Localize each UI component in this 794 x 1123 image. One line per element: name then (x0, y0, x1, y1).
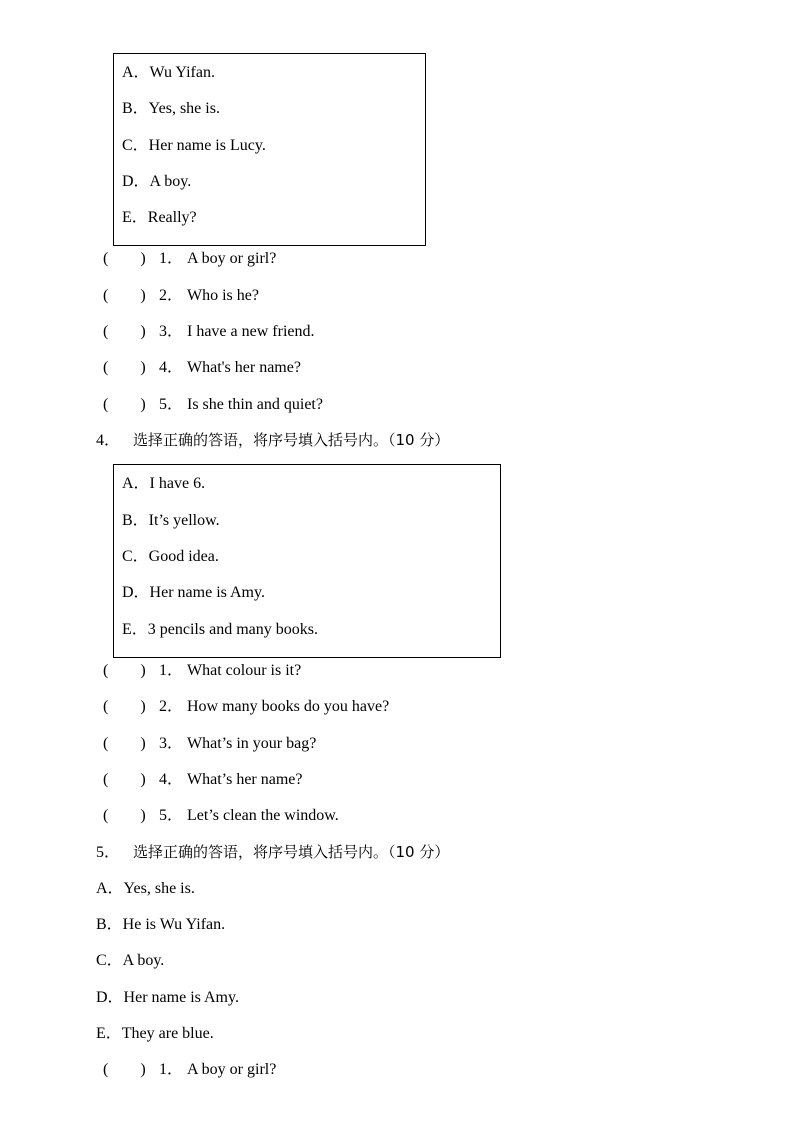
section4-question-2: ( ) 2． How many books do you have? (103, 698, 390, 715)
answer-blank[interactable]: ( ) (103, 287, 146, 304)
section5-heading: 5． 选择正确的答语，将序号填入括号内。（10 分） (96, 843, 450, 861)
section3-question-2: ( ) 2． Who is he? (103, 287, 259, 304)
option-d: D．A boy. (122, 173, 192, 190)
section4-options-box (113, 464, 501, 658)
section4-question-5: ( ) 5． Let’s clean the window. (103, 807, 339, 824)
section3-options-box (113, 53, 426, 246)
answer-blank[interactable]: ( ) (103, 1061, 146, 1078)
answer-blank[interactable]: ( ) (103, 771, 146, 788)
answer-blank[interactable]: ( ) (103, 807, 146, 824)
section4-heading: 4． 选择正确的答语，将序号填入括号内。（10 分） (96, 431, 450, 449)
section4-question-4: ( ) 4． What’s her name? (103, 771, 303, 788)
option-a: A．I have 6. (122, 475, 206, 492)
answer-blank[interactable]: ( ) (103, 359, 146, 376)
section5-question-1: ( ) 1． A boy or girl? (103, 1061, 277, 1078)
answer-blank[interactable]: ( ) (103, 396, 146, 413)
section5-option-e: E．They are blue. (96, 1025, 214, 1042)
option-b: B．Yes, she is. (122, 100, 220, 117)
answer-blank[interactable]: ( ) (103, 662, 146, 679)
answer-blank[interactable]: ( ) (103, 323, 146, 340)
answer-blank[interactable]: ( ) (103, 698, 146, 715)
section3-question-1: ( ) 1． A boy or girl? (103, 250, 277, 267)
section5-option-d: D．Her name is Amy. (96, 989, 239, 1006)
section3-question-4: ( ) 4． What's her name? (103, 359, 301, 376)
section5-option-c: C．A boy. (96, 952, 165, 969)
answer-blank[interactable]: ( ) (103, 735, 146, 752)
option-e: E．Really? (122, 209, 197, 226)
section5-option-a: A．Yes, she is. (96, 880, 195, 897)
section4-question-1: ( ) 1． What colour is it? (103, 662, 302, 679)
option-c: C．Her name is Lucy. (122, 137, 266, 154)
option-b: B．It’s yellow. (122, 512, 220, 529)
option-c: C．Good idea. (122, 548, 219, 565)
option-d: D．Her name is Amy. (122, 584, 265, 601)
section3-question-5: ( ) 5． Is she thin and quiet? (103, 396, 323, 413)
option-e: E．3 pencils and many books. (122, 621, 318, 638)
option-a: A．Wu Yifan. (122, 64, 215, 81)
section5-option-b: B．He is Wu Yifan. (96, 916, 226, 933)
section4-question-3: ( ) 3． What’s in your bag? (103, 735, 317, 752)
section3-question-3: ( ) 3． I have a new friend. (103, 323, 315, 340)
answer-blank[interactable]: ( ) (103, 250, 146, 267)
